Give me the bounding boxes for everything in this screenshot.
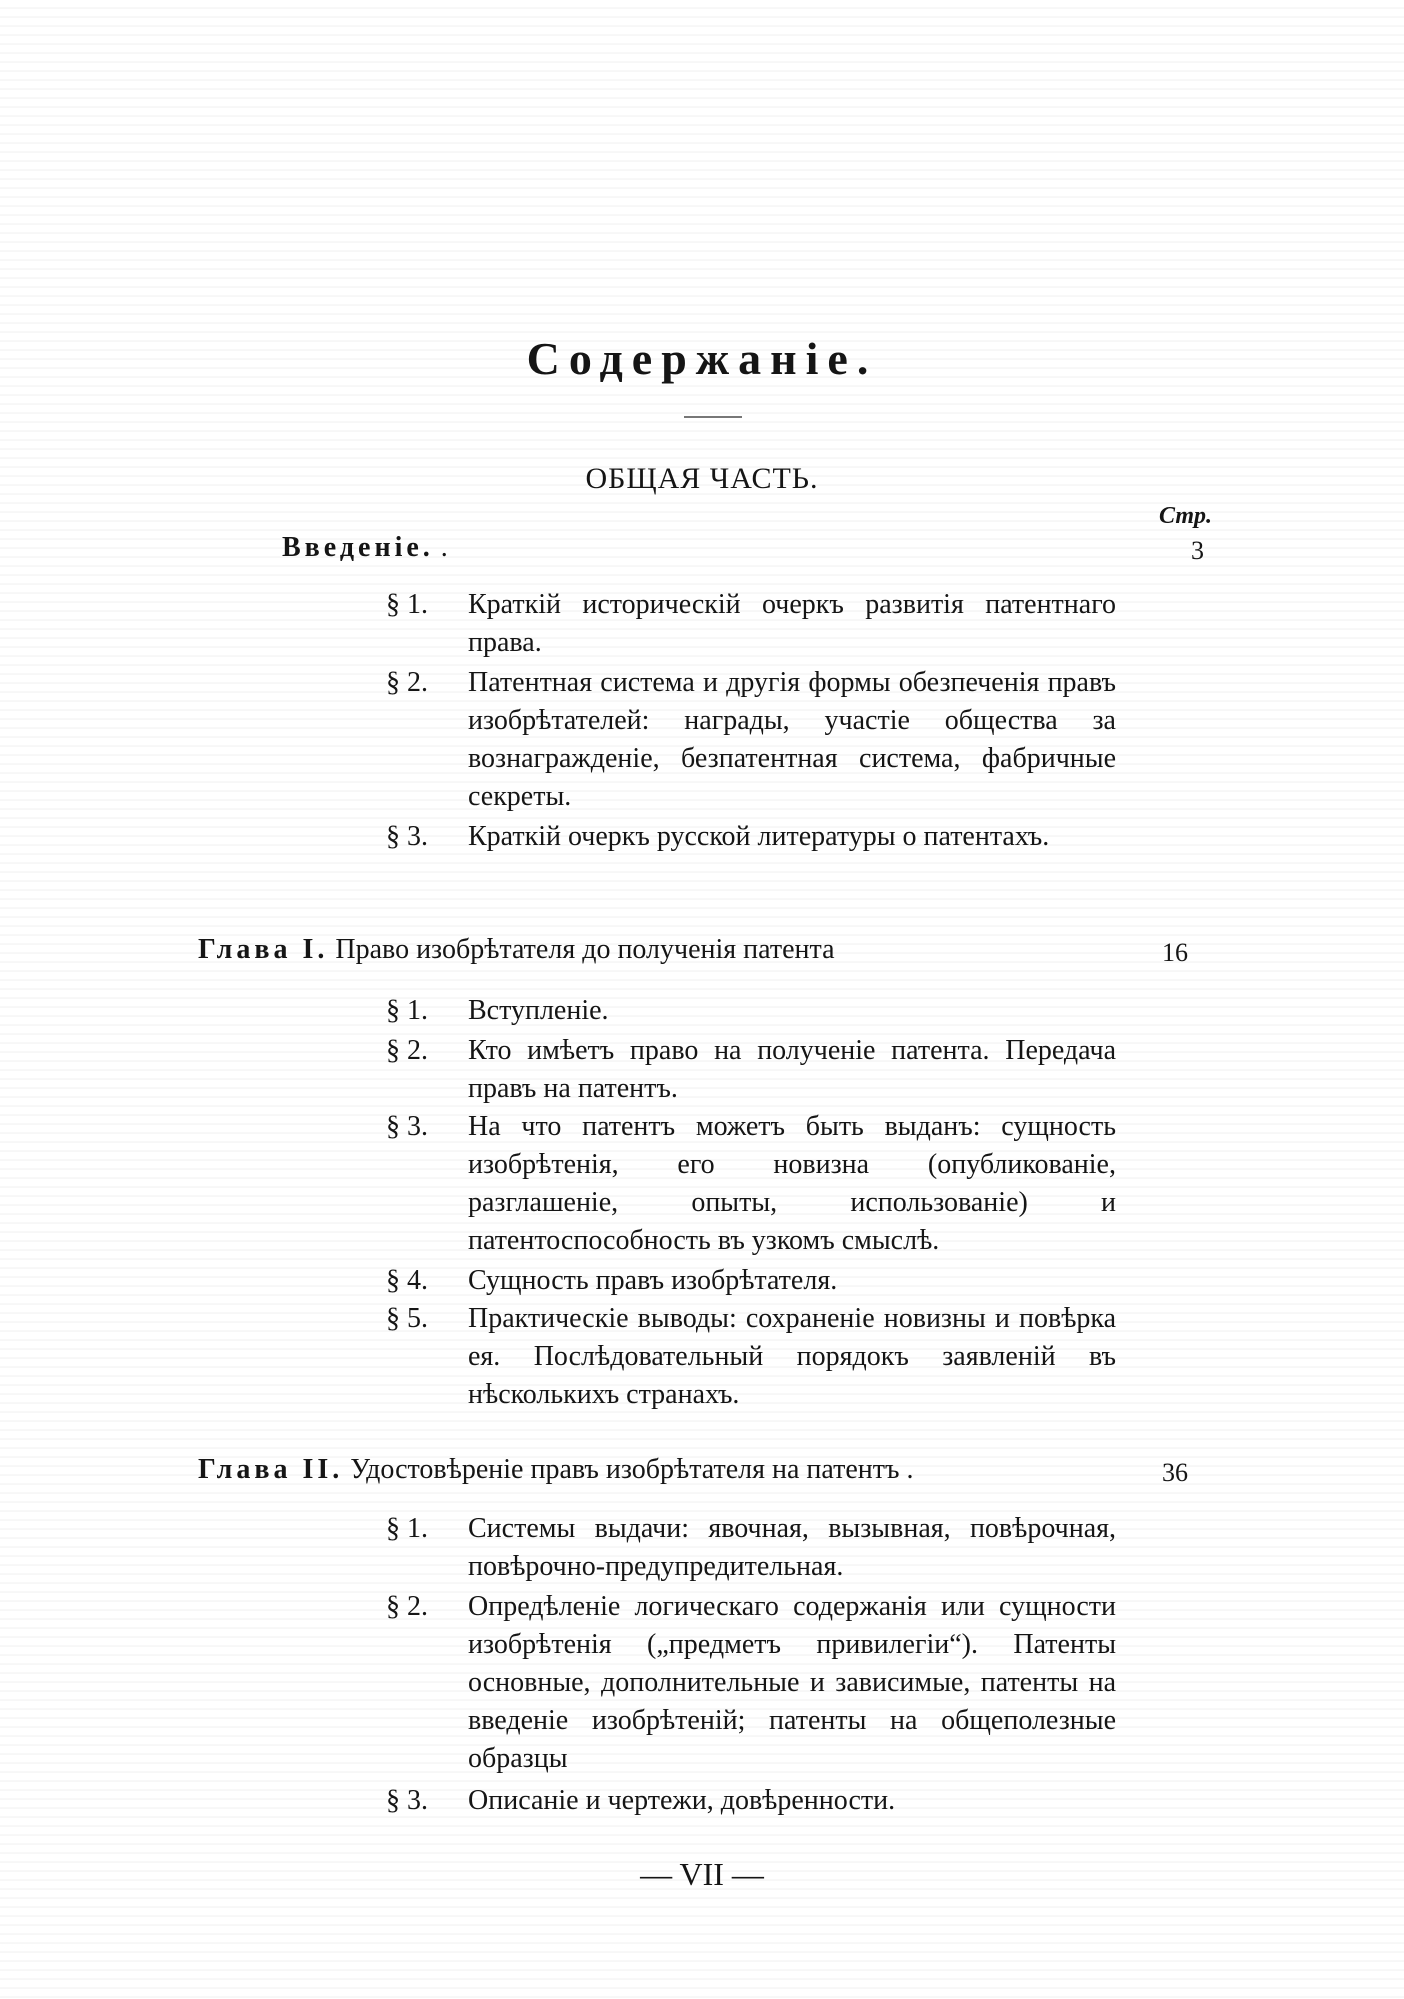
- section-number: § 3.: [386, 1785, 428, 1816]
- pages-column-header: Стр.: [1158, 503, 1212, 529]
- chapter1-section-1: [386, 992, 1116, 1030]
- intro-section-1: [386, 586, 1116, 662]
- chapter1-label: Глава I.: [198, 934, 329, 965]
- section-number: § 4.: [386, 1265, 428, 1296]
- introduction-page: 3: [1191, 536, 1204, 565]
- chapter2-page: 36: [1162, 1458, 1188, 1487]
- section-text: Кто имѣетъ право на полученiе патента. Передача правъ на патентъ.: [468, 1035, 1116, 1104]
- chapter1-section-4: [386, 1262, 1116, 1300]
- chapter1-section-2: [386, 1032, 1116, 1108]
- introduction-leader: .: [433, 532, 448, 563]
- introduction-label: Введенiе.: [282, 532, 434, 563]
- section-text: Краткiй очеркъ русской литературы о патентахъ.: [468, 821, 1050, 852]
- chapter1-section-5: [386, 1300, 1116, 1414]
- intro-section-3: [386, 818, 1116, 856]
- section-text: Сущность правъ изобрѣтателя.: [468, 1265, 838, 1296]
- page-number: — VII —: [640, 1856, 764, 1892]
- section-number: § 3.: [386, 821, 428, 852]
- section-number: § 5.: [386, 1303, 428, 1334]
- section-number: § 2.: [386, 667, 428, 698]
- section-number: § 1.: [386, 589, 428, 620]
- section-number: § 2.: [386, 1591, 428, 1622]
- section-number: § 1.: [386, 1513, 428, 1544]
- chapter2-entry: [198, 1454, 913, 1486]
- intro-section-2: [386, 664, 1116, 816]
- chapter1-title: Право изобрѣтателя до полученiя патента: [335, 934, 835, 965]
- title-divider: [684, 416, 742, 418]
- chapter2-title: Удостовѣренiе правъ изобрѣтателя на патентъ .: [350, 1454, 914, 1485]
- section-text: На что патентъ можетъ быть выданъ: сущность изобрѣтенiя, его новизна (опубликованiе, разглашенiе, опыты, использованiе) и патентоспособность въ узкомъ смыслѣ.: [468, 1111, 1116, 1256]
- chapter2-section-2: [386, 1588, 1116, 1778]
- page-title: Содержанiе.: [526, 333, 878, 384]
- section-number: § 2.: [386, 1035, 428, 1066]
- section-text: Опредѣленiе логическаго содержанiя или сущности изобрѣтенiя („предметъ привилегiи“). Патенты основные, дополнительные и зависимые, патенты на введенiе изобрѣтенiй; патенты на общеполезные образцы: [468, 1591, 1116, 1774]
- section-number: § 3.: [386, 1111, 428, 1142]
- chapter1-section-3: [386, 1108, 1116, 1260]
- part-heading: ОБЩАЯ ЧАСТЬ.: [585, 462, 819, 495]
- chapter2-section-3: [386, 1782, 1116, 1820]
- section-text: Патентная система и другiя формы обезпеченiя правъ изобрѣтателей: награды, участiе общества за вознагражденiе, безпатентная система, фабричные секреты.: [468, 667, 1116, 812]
- section-text: Системы выдачи: явочная, вызывная, повѣрочная, повѣрочно-предупредительная.: [468, 1513, 1116, 1582]
- introduction-entry: [282, 532, 448, 564]
- section-text: Практическiе выводы: сохраненiе новизны и повѣрка ея. Послѣдовательный порядокъ заявленiй въ нѣсколькихъ странахъ.: [468, 1303, 1116, 1410]
- section-text: Краткiй историческiй очеркъ развитiя патентнаго права.: [468, 589, 1116, 658]
- chapter2-label: Глава II.: [198, 1454, 344, 1485]
- section-text: Описанiе и чертежи, довѣренности.: [468, 1785, 896, 1816]
- chapter2-section-1: [386, 1510, 1116, 1586]
- section-text: Вступленiе.: [468, 995, 609, 1026]
- section-number: § 1.: [386, 995, 428, 1026]
- chapter1-page: 16: [1162, 938, 1188, 967]
- chapter1-entry: [198, 934, 835, 966]
